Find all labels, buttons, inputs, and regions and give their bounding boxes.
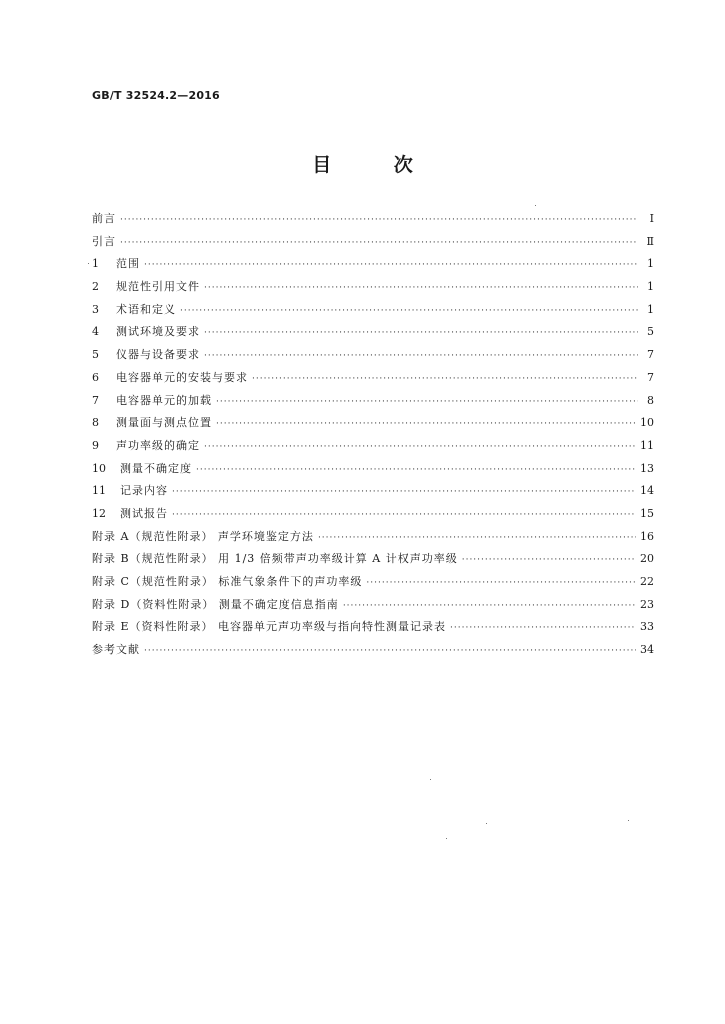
- toc-number: 8: [92, 416, 99, 430]
- page-title: 目 次: [312, 154, 441, 176]
- toc-page: Ⅰ: [649, 212, 654, 225]
- toc-page: 7: [647, 348, 654, 362]
- toc-page: 20: [640, 552, 654, 566]
- toc-number: 2: [92, 280, 99, 294]
- toc-page: 22: [640, 575, 654, 588]
- toc-leader: [216, 391, 638, 414]
- toc-entry-12[interactable]: [92, 503, 654, 526]
- toc-page: 33: [640, 620, 654, 634]
- toc-label: 电容器单元的加载: [116, 393, 212, 407]
- toc-page: 8: [647, 393, 654, 407]
- scan-speck: [628, 820, 629, 821]
- toc-entry-appendix-c[interactable]: [92, 571, 654, 594]
- toc-leader: [204, 322, 638, 345]
- toc-label: 仪器与设备要求: [116, 348, 200, 362]
- toc-label: 附录 B（规范性附录） 用 1/3 倍频带声功率级计算 A 计权声功率级: [92, 552, 458, 566]
- toc-label: 测量面与测点位置: [116, 416, 212, 430]
- toc-leader: [450, 617, 636, 640]
- scan-speck: [486, 823, 487, 824]
- toc-entry-appendix-b[interactable]: [92, 548, 654, 571]
- toc-entry-references[interactable]: [92, 639, 654, 662]
- toc-leader: [204, 277, 638, 300]
- toc-number: 6: [92, 370, 99, 384]
- toc-entry-11[interactable]: [92, 480, 654, 503]
- toc-entry-2[interactable]: [92, 276, 654, 299]
- toc-label: 测试报告: [120, 506, 168, 520]
- toc-number: 1: [92, 257, 99, 271]
- toc-page: 5: [647, 325, 654, 339]
- toc-page: 7: [647, 370, 654, 384]
- toc-number: 3: [92, 302, 99, 316]
- scan-speck: [535, 205, 536, 206]
- toc-leader: [252, 368, 638, 391]
- standard-number: GB/T 32524.2—2016: [92, 89, 220, 102]
- toc-leader: [172, 504, 636, 527]
- toc-page: 1: [647, 280, 654, 294]
- toc-entry-9[interactable]: [92, 435, 654, 458]
- toc-leader: [343, 595, 636, 618]
- toc-number: 12: [92, 506, 106, 520]
- toc-page: 11: [640, 438, 654, 452]
- toc-entry-8[interactable]: [92, 412, 654, 435]
- toc-entry-7[interactable]: [92, 390, 654, 413]
- toc-label: 测试环境及要求: [116, 325, 200, 339]
- toc-label: 附录 C（规范性附录） 标准气象条件下的声功率级: [92, 575, 363, 588]
- toc-leader: [144, 254, 638, 277]
- toc-leader: [462, 549, 636, 572]
- toc-leader: [366, 572, 636, 595]
- toc-label: 前言: [92, 212, 116, 225]
- toc-entry-6[interactable]: [92, 367, 654, 390]
- toc-leader: [120, 232, 638, 255]
- toc-entry-1[interactable]: [92, 253, 654, 276]
- toc-label: 附录 A（规范性附录） 声学环境鉴定方法: [92, 529, 314, 543]
- toc-page: 15: [640, 506, 654, 520]
- toc-entry-appendix-e[interactable]: [92, 616, 654, 639]
- toc-page: 34: [640, 643, 654, 657]
- toc-leader: [204, 436, 636, 459]
- toc-label: 附录 D（资料性附录） 测量不确定度信息指南: [92, 597, 339, 611]
- toc-page: 13: [640, 461, 654, 475]
- toc-entry-5[interactable]: [92, 344, 654, 367]
- toc-entry-10[interactable]: [92, 458, 654, 481]
- scan-speck: [88, 263, 89, 264]
- toc-label: 测量不确定度: [120, 461, 192, 475]
- toc-leader: [318, 527, 636, 550]
- toc-label: 记录内容: [120, 484, 168, 498]
- toc-leader: [120, 209, 638, 232]
- toc-page: 10: [640, 416, 654, 430]
- toc-number: 11: [92, 484, 106, 498]
- toc-label: 附录 E（资料性附录） 电容器单元声功率级与指向特性测量记录表: [92, 620, 447, 634]
- toc-label: 参考文献: [92, 643, 140, 657]
- toc-label: 规范性引用文件: [116, 280, 200, 294]
- toc-page: 23: [640, 597, 654, 611]
- toc-label: 引言: [92, 234, 116, 248]
- toc-label: 术语和定义: [116, 302, 176, 316]
- toc-leader: [216, 413, 636, 436]
- toc-leader: [196, 459, 636, 482]
- toc-label: 声功率级的确定: [116, 438, 200, 452]
- toc-entry-introduction[interactable]: [92, 231, 654, 254]
- toc-number: 10: [92, 461, 106, 475]
- toc-label: 电容器单元的安装与要求: [116, 370, 248, 384]
- toc-entry-appendix-a[interactable]: [92, 526, 654, 549]
- toc-label: 范围: [116, 257, 140, 271]
- toc-number: 5: [92, 348, 99, 362]
- toc-entry-foreword[interactable]: [92, 208, 654, 231]
- toc-page: 14: [640, 484, 654, 498]
- toc-page: 16: [640, 529, 654, 543]
- toc-leader: [172, 481, 636, 504]
- toc-number: 7: [92, 393, 99, 407]
- toc-leader: [144, 640, 636, 663]
- toc-entry-appendix-d[interactable]: [92, 594, 654, 617]
- toc-page: 1: [647, 302, 654, 316]
- toc-number: 4: [92, 325, 99, 339]
- toc-number: 9: [92, 438, 99, 452]
- scan-speck: [430, 779, 431, 780]
- scan-speck: [446, 838, 447, 839]
- toc-page: Ⅱ: [646, 234, 654, 248]
- toc-leader: [180, 300, 638, 323]
- toc-entry-4[interactable]: [92, 321, 654, 344]
- toc-leader: [204, 345, 638, 368]
- table-of-contents: [92, 208, 654, 662]
- toc-page: 1: [647, 257, 654, 271]
- toc-entry-3[interactable]: [92, 299, 654, 322]
